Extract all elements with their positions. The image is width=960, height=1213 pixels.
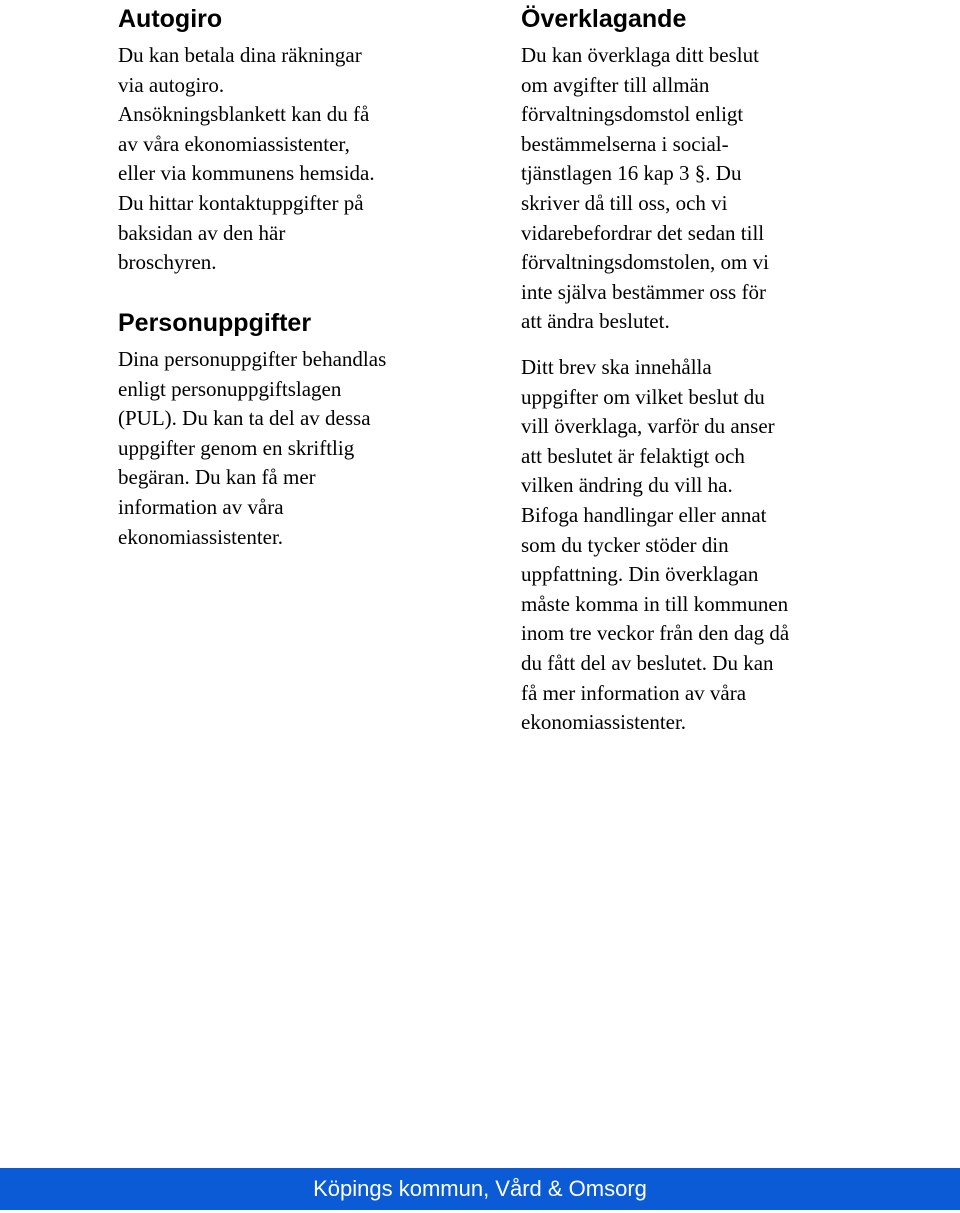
- text-line: tjänstlagen 16 kap 3 §. Du: [521, 161, 742, 186]
- text-line: uppgifter genom en skriftlig: [118, 435, 355, 460]
- text-line: förvaltningsdomstolen, om vi: [521, 250, 769, 275]
- text-line: uppgifter om vilket beslut du: [521, 384, 765, 409]
- text-line: bestämmelserna i social-: [521, 131, 729, 156]
- text-line: (PUL). Du kan ta del av dessa: [118, 406, 371, 431]
- paragraph-personuppgifter: [118, 345, 386, 552]
- text-line: Du kan överklaga ditt beslut: [521, 43, 759, 67]
- text-line: inte själva bestämmer oss för: [521, 279, 766, 304]
- paragraph-overklagande-2: [521, 353, 789, 738]
- text-line: baksidan av den här: [118, 220, 286, 245]
- text-line: uppfattning. Din överklagan: [521, 562, 759, 587]
- heading-overklagande: Överklagande: [521, 5, 687, 33]
- text-line: vilken ändring du vill ha.: [521, 473, 733, 498]
- text-line: Ditt brev ska innehålla: [521, 355, 712, 379]
- text-line: inom tre veckor från den dag då: [521, 621, 790, 646]
- text-line: måste komma in till kommunen: [521, 591, 789, 616]
- text-line: information av våra: [118, 494, 284, 519]
- text-line: skriver då till oss, och vi: [521, 190, 728, 215]
- text-line: få mer information av våra: [521, 680, 747, 705]
- text-line: av våra ekonomiassistenter,: [118, 131, 350, 156]
- text-line: Dina personuppgifter behandlas: [118, 347, 387, 371]
- text-line: vidarebefordrar det sedan till: [521, 220, 765, 245]
- text-line: du fått del av beslutet. Du kan: [521, 650, 774, 675]
- heading-personuppgifter: Personuppgifter: [118, 309, 312, 337]
- heading-autogiro: Autogiro: [118, 5, 223, 33]
- paragraph-autogiro: [118, 41, 375, 278]
- text-line: begäran. Du kan få mer: [118, 465, 316, 490]
- text-line: om avgifter till allmän: [521, 72, 710, 97]
- text-line: som du tycker stöder din: [521, 532, 729, 557]
- text-line: ekonomiassistenter.: [521, 710, 687, 735]
- text-line: att beslutet är felaktigt och: [521, 443, 745, 468]
- text-line: att ändra beslutet.: [521, 309, 670, 334]
- text-line: Du kan betala dina räkningar: [118, 43, 362, 67]
- paragraph-overklagande-1: [521, 41, 769, 337]
- text-line: ekonomiassistenter.: [118, 524, 284, 549]
- text-line: eller via kommunens hemsida.: [118, 161, 375, 186]
- text-line: vill överklaga, varför du anser: [521, 414, 775, 439]
- text-line: Ansökningsblankett kan du få: [118, 102, 370, 127]
- text-line: Bifoga handlingar eller annat: [521, 502, 767, 527]
- footer-text: Köpings kommun, Vård & Omsorg: [313, 1176, 647, 1201]
- text-line: Du hittar kontaktuppgifter på: [118, 190, 364, 215]
- text-line: via autogiro.: [118, 72, 225, 97]
- footer-bar: [0, 1168, 960, 1210]
- text-line: förvaltningsdomstol enligt: [521, 102, 744, 127]
- text-line: broschyren.: [118, 250, 217, 275]
- text-line: enligt personuppgiftslagen: [118, 376, 342, 401]
